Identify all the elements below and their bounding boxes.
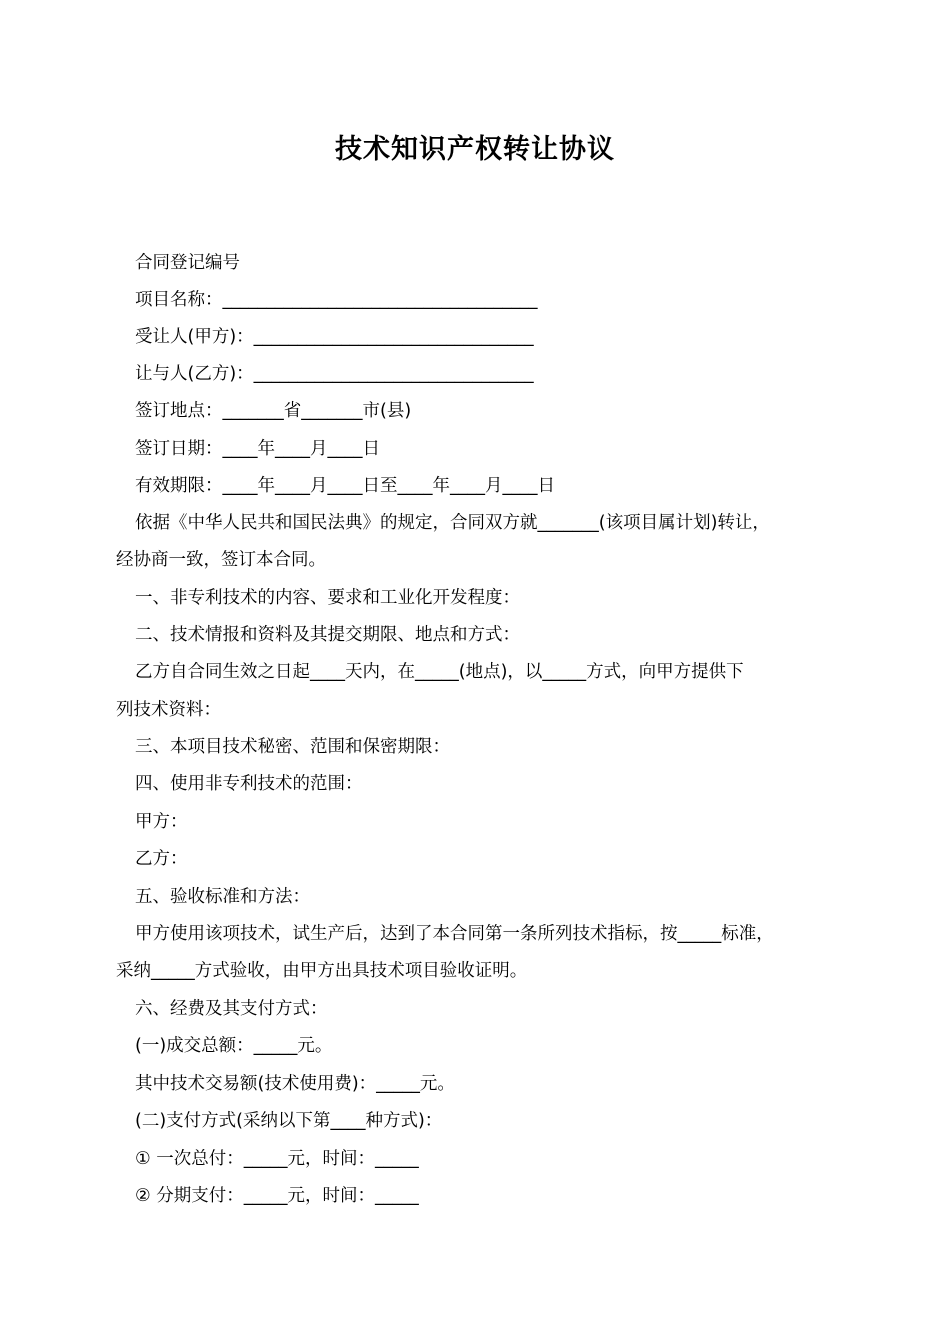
preamble-line-2: 经协商一致，签订本合同。 [116,550,326,570]
total-amount-line: (一)成交总额：_____元。 [135,1036,333,1056]
installment-payment-line: ② 分期支付：_____元，时间：_____ [135,1186,419,1206]
payment-method-line: (二)支付方式(采纳以下第____种方式)： [135,1111,443,1131]
party-a-scope-line: 甲方： [135,812,188,832]
section-2-text-line-2: 列技术资料： [116,700,221,720]
assignor-line: 让与人(乙方)：________________________________ [135,364,534,384]
project-name-line: 项目名称：____________________________________ [135,290,538,310]
validity-period-line: 有效期限：____年____月____日至____年____月____日 [135,476,555,496]
section-2-text-line-1: 乙方自合同生效之日起____天内，在_____(地点)，以_____方式，向甲方提供下 [135,662,744,682]
lump-sum-payment-line: ① 一次总付：_____元，时间：_____ [135,1149,419,1169]
section-5-heading: 五、验收标准和方法： [135,887,310,907]
section-2-heading: 二、技术情报和资料及其提交期限、地点和方式： [135,625,520,645]
contract-number-line: 合同登记编号 [135,253,240,273]
section-5-text-line-1: 甲方使用该项技术，试生产后，达到了本合同第一条所列技术指标，按_____标准， [135,924,774,944]
section-3-heading: 三、本项目技术秘密、范围和保密期限： [135,737,450,757]
section-6-heading: 六、经费及其支付方式： [135,999,328,1019]
preamble-line-1: 依据《中华人民共和国民法典》的规定，合同双方就_______(该项目属计划)转让， [135,513,770,533]
section-1-heading: 一、非专利技术的内容、要求和工业化开发程度： [135,588,520,608]
section-5-text-line-2: 采纳_____方式验收，由甲方出具技术项目验收证明。 [116,961,528,981]
section-4-heading: 四、使用非专利技术的范围： [135,774,363,794]
transaction-amount-line: 其中技术交易额(技术使用费)：_____元。 [135,1074,455,1094]
signing-place-line: 签订地点：_______省_______市(县) [135,401,412,421]
assignee-line: 受让人(甲方)：________________________________ [135,327,534,347]
signing-date-line: 签订日期：____年____月____日 [135,439,380,459]
party-b-scope-line: 乙方： [135,849,188,869]
document-title: 技术知识产权转让协议 [335,134,615,165]
